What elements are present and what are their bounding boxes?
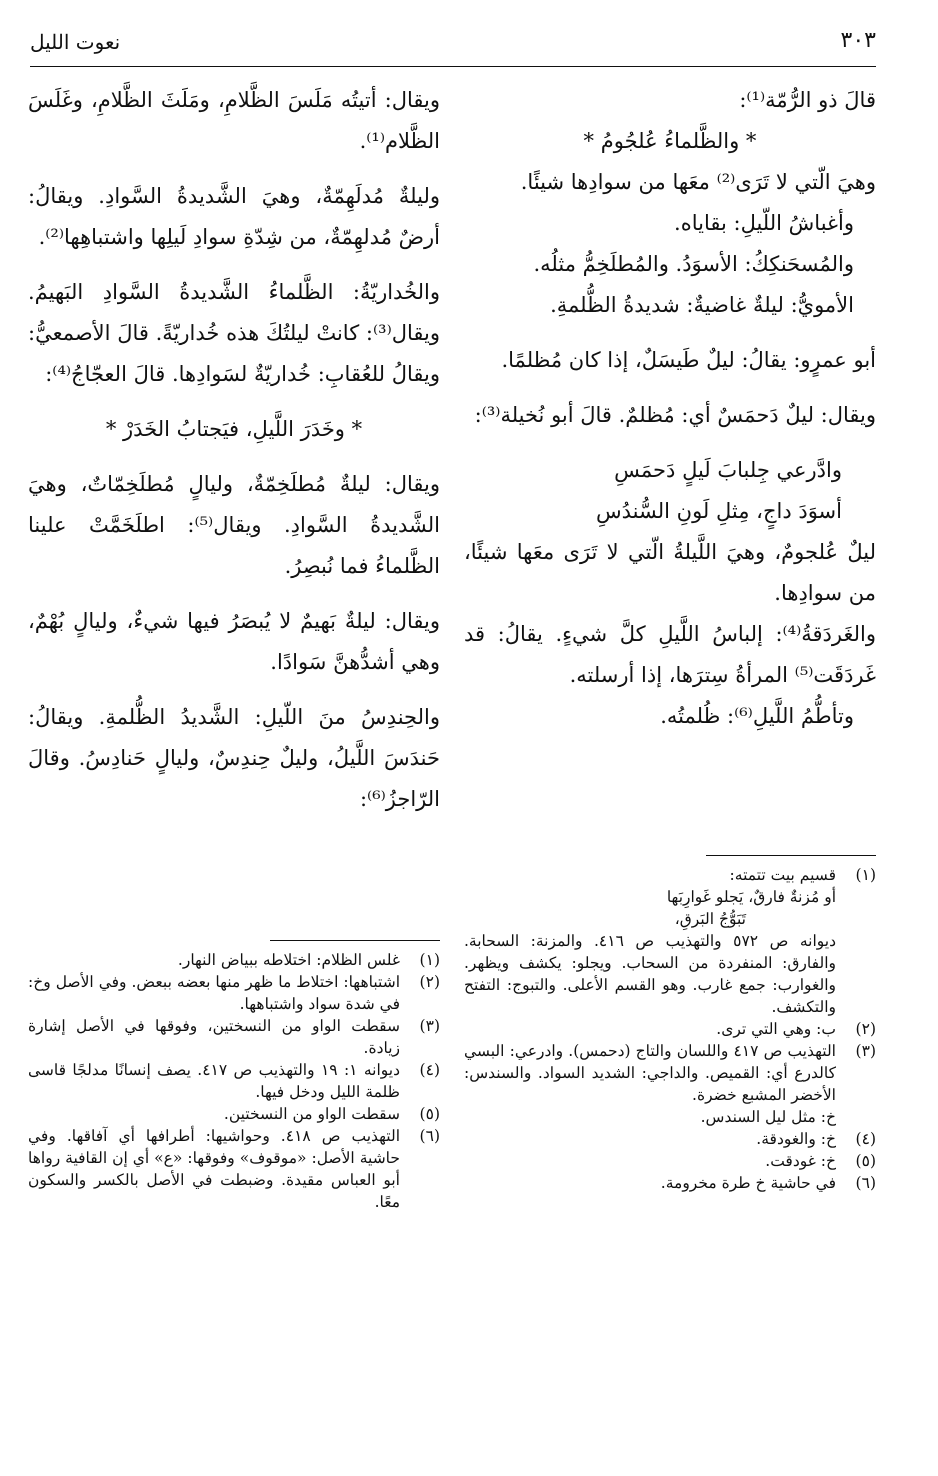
verse-line: * والظَّلماءُ عُلجُومُ * — [583, 129, 757, 153]
footnote-text: التهذيب ص ٤١٨. وحواشيها: أطرافها أي آفاقها. وفي حاشية الأصل: «موقوف» وفوقها: «ع» أي إن القافية رواها أبو العباس مقيدة. وضبطت في الأصل بالكسر والسكون معًا. — [28, 1127, 400, 1211]
footnote-text: ب: وهي التي ترى. — [716, 1020, 836, 1038]
footnote — [464, 1018, 876, 1040]
text-paragraph: ويقال: ليلةٌ بَهيمٌ لا يُبصَرُ فيها شيءٌ، وليالٍ بُهْمٌ، وهي أشدُّهنَّ سَوادًا. — [28, 609, 440, 674]
footnote — [464, 1150, 876, 1172]
footnote-text: خ: والغودقة. — [756, 1130, 836, 1148]
footnote-number: (٤) — [419, 1061, 440, 1079]
footnote-number: (٦) — [419, 1127, 440, 1145]
verse-line: أسوَدَ داجٍ، مِثلِ لَونِ السُّندُسِ — [596, 499, 842, 523]
footnote-number: (١) — [419, 951, 440, 969]
text-paragraph: الأمويُّ: ليلةٌ غاضيةٌ: شديدةُ الظُّلمةِ. — [550, 293, 854, 317]
footnote-rule — [270, 940, 440, 941]
text-paragraph: ويقال: أتيتُه مَلَسَ الظَّلامِ، ومَلَثَ الظَّلامِ، وغَلَسَ الظَّلام⁽¹⁾. — [28, 88, 440, 153]
text-paragraph: وأغباشُ اللّيلِ: بقاياه. — [674, 211, 854, 235]
text-paragraph: قالَ ذو الرُّمّة⁽¹⁾: — [739, 88, 876, 112]
page-header — [30, 26, 876, 67]
footnotes-right — [464, 855, 876, 1194]
footnote — [464, 1172, 876, 1194]
verse-line: وادَّرعي جِلبابَ لَيلٍ دَحمَسِ — [614, 458, 842, 482]
footnote — [464, 1040, 876, 1106]
text-paragraph: وهيَ الّتي لا تَرَى⁽²⁾ معَها من سوادِها شيئًا. — [520, 170, 876, 194]
footnote — [28, 1103, 440, 1125]
left-column — [28, 80, 440, 820]
right-column — [464, 80, 876, 737]
verse-line: * وخَدَرَ اللَّيلِ، فيَجتابُ الخَدَرْ * — [105, 417, 363, 441]
footnote-number: (٤) — [855, 1130, 876, 1148]
footnote-number: (١) — [855, 866, 876, 884]
text-paragraph: والحِندِسُ منَ اللّيلِ: الشَّديدُ الظُّلمةِ. ويقالُ: حَندَسَ اللَّيلُ، وليلٌ حِندِسٌ، وليالٍ حَنادِسُ. وقالَ الرّاجزُ⁽⁶⁾: — [28, 705, 440, 811]
footnote-text: التهذيب ص ٤١٧ واللسان والتاج (دحمس). وادرعي: البسي كالدرع أي: القميص. والداجي: الشديد السواد. والسندس: الأخضر المشبع خضرة. — [464, 1042, 836, 1104]
footnote-verse: أو مُزنةٌ فارقٌ، يَجلو غَوارِبَها — [666, 888, 836, 906]
text-paragraph: ويقال: ليلةٌ مُطلَخِمّةٌ، وليالٍ مُطلَخِمّاتٌ، وهيَ الشَّديدةُ السَّوادِ. ويقال⁽⁵⁾: اطلَخَمَّتْ علينا الظَّلماءُ فما نُبصِرُ. — [28, 472, 440, 578]
footnote-text: خ: مثل ليل السندس. — [700, 1108, 836, 1126]
footnote-number: (٢) — [855, 1020, 876, 1038]
page-number: ٣٠٣ — [840, 28, 876, 53]
footnote-number: (٦) — [855, 1174, 876, 1192]
text-paragraph: والغَردَقةُ⁽⁴⁾: إلباسُ اللَّيلِ كلَّ شيءٍ. يقالُ: قد غَردَقَت⁽⁵⁾ المرأةُ سِترَها، إذا أرسلته. — [464, 622, 876, 687]
footnote-number: (٣) — [855, 1042, 876, 1060]
running-title: نعوت الليل — [30, 30, 121, 54]
footnote-text: قسيم بيت تتمته: — [729, 866, 836, 884]
footnote — [28, 1059, 440, 1103]
text-paragraph: وتأطُّمُ اللَّيلِ⁽⁶⁾: ظُلمتُه. — [660, 704, 854, 728]
text-paragraph: والمُسحَنكِكُ: الأسوَدُ. والمُطلَخِمُّ مثلُه. — [533, 252, 854, 276]
footnotes-left — [28, 940, 440, 1213]
footnote-number: (٥) — [419, 1105, 440, 1123]
footnote-text: سقطت الواو من النسختين. — [223, 1105, 400, 1123]
footnote — [28, 971, 440, 1015]
footnote-text: ديوانه ص ٥٧٢ والتهذيب ص ٤١٦. والمزنة: السحابة. والفارق: المنفردة من السحاب. ويجلو: يكشف ويظهر. والغوارب: جمع غارب. وهو القسم الأعلى. والتبوج: التفتح والتكشف. — [464, 932, 837, 1016]
text-paragraph: ويقال: ليلٌ دَحمَسٌ أي: مُظلمٌ. قالَ أبو نُخيلة⁽³⁾: — [474, 403, 876, 427]
footnote-rule — [706, 855, 876, 856]
footnote-text: سقطت الواو من النسختين، وفوقها في الأصل إشارة زيادة. — [28, 1017, 400, 1057]
text-paragraph: أبو عمرٍو: يقالُ: ليلٌ طَيسَلٌ، إذا كان مُظلمًا. — [501, 348, 876, 372]
text-paragraph: والخُداريّةُ: الظَّلماءُ الشَّديدةُ السَّوادِ البَهيمُ. ويقال⁽³⁾: كانتْ ليلتُكَ هذه خُداريّةً. قالَ الأصمعيُّ: ويقالُ للعُقابِ: خُداريّةٌ لسَوادِها. قالَ العجّاجُ⁽⁴⁾: — [28, 280, 440, 386]
footnote-text: في حاشية خ طرة مخرومة. — [660, 1174, 836, 1192]
footnote-number: (٢) — [419, 973, 440, 991]
text-paragraph: ليلٌ عُلجومٌ، وهيَ اللَّيلةُ الّتي لا تَرَى معَها شيئًا، من سوادِها. — [464, 540, 876, 605]
footnote — [28, 949, 440, 971]
footnote — [464, 1128, 876, 1150]
footnote-number: (٣) — [419, 1017, 440, 1035]
footnote-verse: تَبَوُّجُ البَرقِ، — [674, 910, 746, 928]
footnote — [28, 1015, 440, 1059]
footnote-number: (٥) — [855, 1152, 876, 1170]
footnote-text: خ: غودقت. — [765, 1152, 836, 1170]
footnote — [464, 864, 876, 886]
text-paragraph: وليلةٌ مُدلَهِمّةٌ، وهيَ الشَّديدةُ السَّوادِ. ويقالُ: أرضٌ مُدلهِمّةٌ، من شِدّةِ سوادِ لَيلِها واشتباهِها⁽²⁾. — [28, 184, 440, 249]
footnote-text: غلس الظلام: اختلاطه ببياض النهار. — [177, 951, 400, 969]
footnote-text: اشتباهها: اختلاط ما ظهر منها بعضه ببعض. وفي الأصل وخ: في شدة سواد واشتباهها. — [28, 973, 400, 1013]
footnote — [28, 1125, 440, 1213]
footnote-text: ديوانه ١: ١٩ والتهذيب ص ٤١٧. يصف إنسانًا مدلجًا قاسى ظلمة الليل ودخل فيها. — [28, 1061, 400, 1101]
